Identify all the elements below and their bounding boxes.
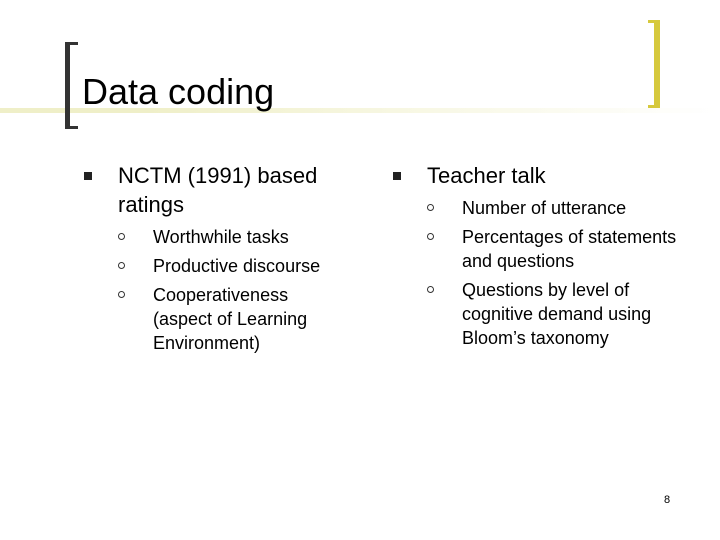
right-column [387, 161, 687, 355]
right-bracket-bottom [648, 105, 660, 108]
left-heading: NCTM (1991) based ratings [118, 163, 318, 217]
circle-bullet-icon [427, 286, 434, 293]
right-sub-list [387, 196, 687, 350]
left-main-bullet [78, 161, 348, 219]
circle-bullet-icon [118, 291, 125, 298]
circle-bullet-icon [427, 233, 434, 240]
list-item: Cooperativeness (aspect of Learning Environment) [78, 283, 348, 355]
square-bullet-icon [84, 172, 92, 180]
list-item: Productive discourse [78, 254, 348, 278]
list-item: Percentages of statements and questions [387, 225, 687, 273]
list-item: Number of utterance [387, 196, 687, 220]
right-bracket-top [648, 20, 660, 23]
right-heading: Teacher talk [427, 163, 546, 188]
square-bullet-icon [393, 172, 401, 180]
list-item: Questions by level of cognitive demand using Bloom’s taxonomy [387, 278, 687, 350]
page-number: 8 [664, 494, 671, 506]
list-item: Worthwhile tasks [78, 225, 348, 249]
slide-title: Data coding [82, 71, 275, 112]
left-sub-list [78, 225, 348, 355]
circle-bullet-icon [118, 233, 125, 240]
circle-bullet-icon [118, 262, 125, 269]
left-column [78, 161, 348, 360]
circle-bullet-icon [427, 204, 434, 211]
right-main-bullet [387, 161, 687, 190]
left-bracket-decoration [65, 42, 78, 129]
right-bracket-decoration [654, 20, 660, 108]
